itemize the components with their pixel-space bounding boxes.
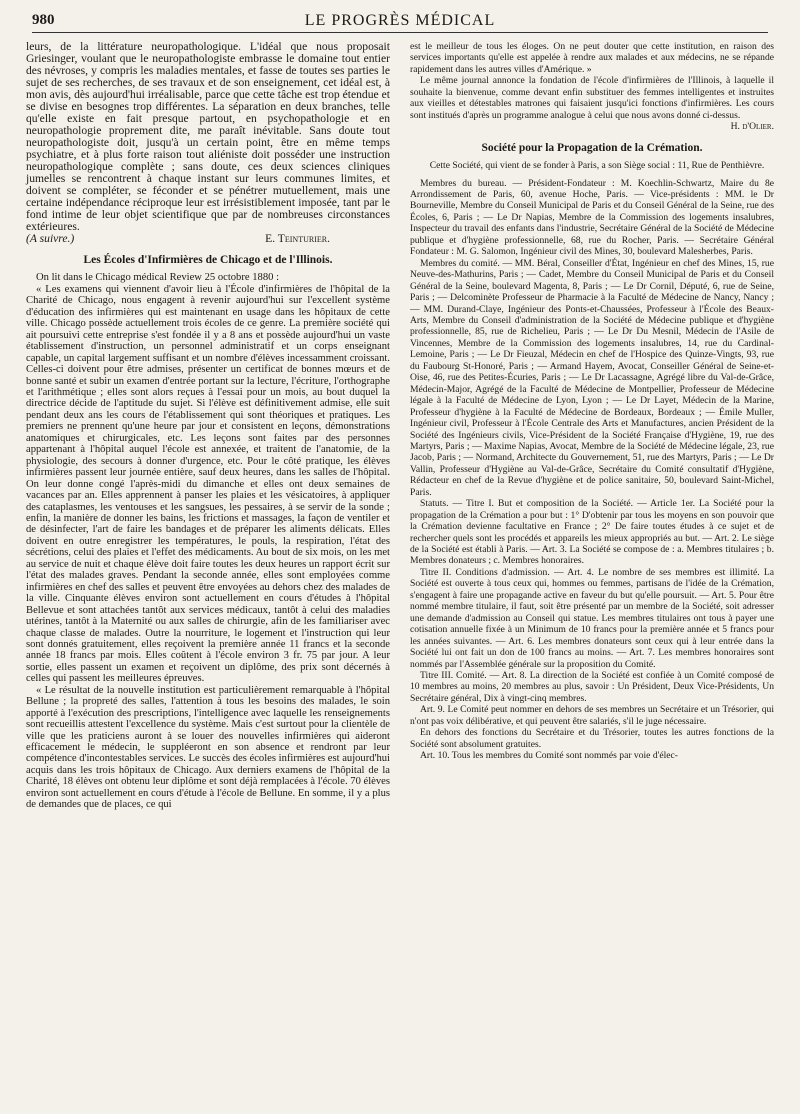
illinois-signature: H. d'Olier. [730, 121, 774, 133]
article-end-line [26, 233, 390, 245]
cremation-society-subtitle: Cette Société, qui vient de se fonder à Paris, a son Siège social : 11, Rue de Penthièvre. [429, 160, 765, 172]
comite-paragraph: Membres du comité. — MM. Béral, Conseiller d'État, Ingénieur en chef des Mines, 15, rue Neuve-des-Mathurins, Paris ; — Cadet, Membre du Conseil Municipal de Paris et du Conseil Général de la Seine, boulevard Magenta, 8, Paris ; — Le Dr Cornil, Député, 6, rue de Seine, Paris ; — Delcominète Professeur de Pharmacie à la Faculté de Médecine de Nancy, Nancy ; — MM. Durand-Claye, Ingénieur des Ponts-et-Chaussées, Professeur à l'École des Beaux-Arts, Membre du Conseil d'administration de la Société de Médecine publique et d'hygiène professionnelle, 85, rue de Richelieu, Paris ; — Le Dr Du Mesnil, Médecin de l'Asile de Vincennes, Membre de la Commission des logements insalubres, 14, rue du Cardinal-Lemoine, Paris ; — Le Dr Fieuzal, Médecin en chef de l'Hospice des Quinze-Vingts, 93, rue du Faubourg St-Honoré, Paris ; — Armand Hayem, Avocat, Conseiller Général de Seine-et-Oise, 46, rue des Petites-Écuries, Paris ; — Le Dr Lacassagne, Agrégé libre du Val-de-Grâce, Médecin-Major, Agrégé de la Faculté de Médecine de Montpellier, Professeur de Médecine légale à la Faculté de Médecine de Lyon, Lyon ; — Le Dr Layet, Médecin de la Marine, Professeur d'hygiène à la Faculté de Médecine de Bordeaux, Bordeaux ; — Émile Muller, Ingénieur civil, Professeur à l'École Centrale des Arts et Manufactures, ancien Président de la Société des Ingénieurs civils, Vice-Président de la Société Française d'Hygiène, 19, rue des Martyrs, Paris ; — Maxime Napias, Avocat, Membre de la Société de Médecine légale, 23, rue Jacob, Paris ; — Normand, Architecte du Gouvernement, 51, rue des Martyrs, Paris ; — Le Dr Vallin, Professeur d'Hygiène au Val-de-Grâce, Secrétaire du Comité consultatif d'Hygiène, Rédacteur en chef de la Revue d'hygiène et de police sanitaire, 50, boulevard Saint-Michel, Paris. [410, 257, 774, 498]
two-column-body [26, 41, 774, 811]
fonctions-paragraph: En dehors des fonctions du Secrétaire et du Trésorier, toutes les autres fonctions de la Société sont absolument gratuites. [410, 727, 774, 750]
statuts-paragraph: Statuts. — Titre I. But et composition de la Société. — Article 1er. La Société pour la propagation de la Crémation a pour but : 1° D'obtenir par tous les moyens en son pouvoir que la Crémation devienne facultative en France ; 2° De faire toutes études à ce sujet et de rechercher quels sont les procédés et appareils les mieux appropriés au but. — Art. 2. Le siège de la Société est établi à Paris. — Art. 3. La Société se compose de : a. Membres titulaires ; b. Membres donateurs ; c. Membres honoraires. [410, 498, 774, 567]
chicago-paragraph-1: « Les examens qui viennent d'avoir lieu à l'École d'infirmières de l'hôpital de la Charité de Chicago, nous engagent à revenir aujourd'hui sur l'excellent système d'éducation des infirmières qui est maintenant en usage dans les hôpitaux de cette ville. Chicago possède actuellement trois écoles de ce genre. La première société qui ait poursuivi cette entreprise s'est fondée il y a 8 ans et possède aujourd'hui un vaste établissement d'instruction, un personnel administratif et un corps enseignant capable, un capital largement suffisant et un nombre d'élèves incessamment croissant. Celles-ci doivent pour être admises, présenter un certificat de bonnes mœurs et de bonne santé et subir un examen d'entrée portant sur la lecture, l'écriture, l'orthographe et l'arithmétique ; elles sont alors reçues à l'essai pour un mois, au bout duquel la directrice décide de l'aptitude du sujet. Si l'élève est définitivement admise, elle suit pendant deux ans les cours de l'établissement qui sont théoriques et pratiques. Les premiers ne prennent qu'une heure par jour et consistent en leçons, démonstrations anatomiques et chirurgicales, etc. Les leçons sont faites par des personnes appartenant à l'hôpital auquel l'école est annexée, et traitent de l'anatomie, de la physiologie, des secours à donner d'urgence, etc. Pour le côté pratique, les élèves infirmières passent leur journée entière, sauf deux heures, dans les salles de l'hôpital. On leur donne congé l'après-midi du dimanche et elles ont deux semaines de vacances par an. Elles apprennent à panser les plaies et les vésicatoires, à appliquer des cataplasmes, les ventouses et les sangsues, les pessaires, à se servir de la sonde ; enfin, la manière de donner les bains, les frictions et massages, la façon de ventiler et de désinfecter, l'art de faire les bandages et de préparer les aliments délicats. Elles doivent en outre enregistrer les températures, le pouls, la respiration, l'état des sécrétions, celui des plaies et l'effet des médicaments. Au bout de six mois, on les met au service de nuit et chaque élève doit faire toutes les deux heures un rapport écrit sur l'état des malades graves. Pendant la seconde année, elles sont employées comme infirmières en chef des salles et peuvent être envoyées au dehors chez des malades de la ville. Cinquante élèves environ sont actuellement en cours d'études à l'hôpital Bellevue et sont attachées tantôt aux services médicaux, tantôt à celui des maladies utérines, tantôt à la Maternité ou aux salles de chirurgie, afin de les familiariser avec chaque classe de malades. Outre la nourriture, le logement et l'instruction qui leur sont donnés gratuitement, elles reçoivent la première année 11 francs et la seconde année 18 francs par mois. Elles coûtent à l'école environ 3 fr. 75 par jour. A leur sortie, elles passent un examen et reçoivent un diplôme, des prix sont décernés à celles qui passent les meilleures épreuves. [26, 283, 390, 685]
page-header [32, 10, 768, 33]
titre-2-paragraph: Titre II. Conditions d'admission. — Art. 4. Le nombre de ses membres est illimité. La Société est ouverte à tous ceux qui, hommes ou femmes, partisans de l'idée de la Crémation, s'engagent à faire une propagande active en faveur du but qu'elle poursuit. — Art. 5. Pour être nommé membre titulaire, il faut, soit être présenté par un membre de la Société, soit adresser une demande d'admission au Conseil qui statue. Les membres titulaires ont tous à payer une cotisation annuelle fixée à un Minimum de 10 francs pour la première année et 5 francs pour les années suivantes. — Art. 6. Les membres donateurs sont ceux qui à leur entrée dans la Société lui ont fait un don de 100 francs au moins. — Art. 7. Les membres honoraires sont nommés par l'Assemblée générale sur la proposition du Comité. [410, 566, 774, 670]
cremation-society-title: Société pour la Propagation de la Crémation. [481, 141, 703, 154]
page-number: 980 [32, 12, 55, 28]
chicago-continuation: est le meilleur de tous les éloges. On ne peut douter que cette institution, en raison des services importants qu'elle est appelée à rendre aux malades et aux médecins, ne se répande rapidement dans les autres villes d'Amérique. » [410, 41, 774, 75]
illinois-paragraph: Le même journal annonce la fondation de l'école d'infirmières de l'Illinois, à laquelle il souhaite la bienvenue, comme devant enfin substituer des femmes intelligentes et instruites aux vieilles et détestables matrones qui faisaient jusqu'ici fonctions d'infirmières. Les cours sont institués d'après un programme analogue à celui que nous avons donné ci-dessus. [410, 75, 774, 121]
running-title: LE PROGRÈS MÉDICAL [304, 12, 496, 29]
art-9-paragraph: Art. 9. Le Comité peut nommer en dehors de ses membres un Secrétaire et un Trésorier, qui n'ont pas voix délibérative, et qui peuvent être salariés, s'il le juge nécessaire. [410, 704, 774, 727]
chicago-article-title: Les Écoles d'Infirmières de Chicago et de l'Illinois. [83, 254, 333, 266]
right-column [410, 41, 774, 811]
titre-3-paragraph: Titre III. Comité. — Art. 8. La direction de la Société est confiée à un Comité composé de 10 membres au moins, 20 membres au plus, savoir : Un Président, Deux Vice-Présidents, Un Secrétaire général, Dix à vingt-cinq membres. [410, 670, 774, 704]
left-column [26, 41, 390, 811]
a-suivre-note: (A suivre.) [26, 232, 75, 245]
art-10-paragraph: Art. 10. Tous les membres du Comité sont nommés par voie d'élec- [420, 750, 679, 762]
author-signature: E. Teinturier. [265, 232, 330, 245]
chicago-paragraph-2: « Le résultat de la nouvelle institution est particulièrement remarquable à l'hôpital Bellune ; la propreté des salles, l'attention à tous les besoins des malades, le soin apporté à l'exécution des prescriptions, l'intelligence avec laquelle les renseignements sont recueillis attestent l'excellence du système. Mais c'est surtout pour la clientèle de ville que les praticiens auront à se louer des nouvelles infirmières qui aideront efficacement le médecin, le suppléeront en son absence et rendront par leur compétence d'incontestables services. Le succès des écoles infirmières est aujourd'hui acquis dans les trois hôpitaux de Chicago. Aux derniers examens de l'hôpital de la Charité, 18 élèves ont obtenu leur diplôme et sont déjà remplacées à l'école. 70 élèves environ sont actuellement en cours d'étude à l'école de Bellune. En somme, il y a plus de demandes que de places, ce qui [26, 684, 390, 811]
intro-paragraph: leurs, de la littérature neuropathologique. L'idéal que nous proposait Griesinger, voulant que le neuropathologiste embrasse le domaine tout entier des névroses, y compris les maladies mentales, et fasse de toutes ses parties le sujet de ses recherches, de ses travaux et de son enseignement, cet idéal est, à mon avis, dès aujourd'hui irréalisable, parce que cette tâche est trop étendue et se divise en besognes trop différentes. La séparation en deux branches, telle qu'elle existe en fait presque partout, en psychopathologie et en neuropathologie proprement dite, me paraît inévitable. Sans doute tout neuropathologiste doit, jusqu'à un certain point, être en même temps psychiatre, et à plus forte raison tout aliéniste doit posséder une instruction neuropathologique complète ; sans doute, ces deux sciences cliniques jumelles se rencontrent à chaque instant sur leurs communes limites, et doivent se compléter, se féconder et se pénétrer mutuellement, mais une certaine indépendance réciproque leur est irrésistiblement imposée, tant par le fond intime de leur objet scientifique que par de nombreuses circonstances extérieures. [26, 40, 390, 233]
chicago-article-lead: On lit dans le Chicago médical Review 25 octobre 1880 : [36, 272, 280, 284]
neuropathology-continuation [26, 41, 390, 233]
bureau-paragraph: Membres du bureau. — Président-Fondateur : M. Koechlin-Schwartz, Maire du 8e Arrondissement de Paris, 60, avenue Hoche, Paris. — Vice-présidents : MM. le Dr Bourneville, Membre du Conseil Municipal de Paris et du Conseil Général de la Seine, rue des Écoles, 6, Paris ; — Le Dr Napias, Membre de la Commission des logements insalubres, Inspecteur du travail des enfants dans l'industrie, Secrétaire Général de la Société de Médecine publique et d'hygiène professionnelle, 68, rue du Rocher, Paris. — Secrétaire Général Fondateur : M. G. Salomon, Ingénieur civil des Mines, 30, boulevard Malesherbes, Paris. [410, 177, 774, 258]
